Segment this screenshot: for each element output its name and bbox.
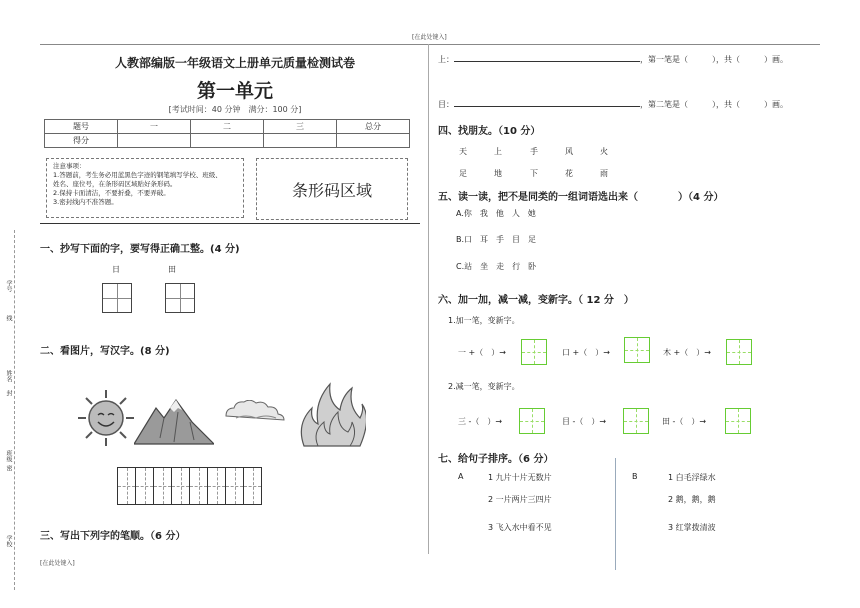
seal-line-margin bbox=[0, 220, 24, 600]
exam-info: [考试时间：40 分钟 满分：100 分] bbox=[168, 105, 302, 114]
row2-blank[interactable] bbox=[454, 106, 640, 107]
writing-cell[interactable] bbox=[189, 467, 208, 505]
match-word: 花 bbox=[565, 169, 573, 178]
notice-box bbox=[46, 158, 244, 218]
exam-title: 人教部编版一年级语文上册单元质量检测试卷 bbox=[114, 56, 355, 70]
sub-answer-grid[interactable] bbox=[519, 408, 545, 434]
notice-item: 2.保持卡面清洁，不要折叠，不要弄破。 bbox=[53, 189, 170, 197]
group-a-label: A bbox=[458, 472, 464, 481]
sentence-b2: 2 鹅，鹅，鹅 bbox=[668, 495, 716, 504]
section6-sub1: 1.加一笔，变新字。 bbox=[448, 316, 520, 325]
match-word: 火 bbox=[600, 147, 608, 156]
side-label-name: 姓名 bbox=[5, 370, 12, 382]
add-answer-grid[interactable] bbox=[521, 339, 547, 365]
section3-title: 三、写出下列字的笔顺。（6 分） bbox=[40, 531, 186, 542]
mountain-image bbox=[134, 398, 214, 446]
notice-item: 1.答题前，考生务必用蓝黑色字迹的钢笔填写学校、班级、 bbox=[53, 171, 222, 179]
match-word: 天 bbox=[459, 147, 467, 156]
sub-item-1: 三 -（ ）→ bbox=[458, 417, 503, 426]
copy-char-tian: 田 bbox=[168, 265, 176, 274]
score-input-cell[interactable] bbox=[191, 134, 264, 148]
section7-title: 七、给句子排序。（6 分） bbox=[438, 454, 554, 465]
option-a[interactable]: A.你 我 他 人 她 bbox=[456, 209, 536, 218]
footer-note: [在此处键入] bbox=[40, 560, 75, 567]
header-note: [在此处键入] bbox=[412, 34, 447, 41]
score-header-cell: 二 bbox=[191, 120, 264, 134]
writing-cell[interactable] bbox=[207, 467, 226, 505]
row2-question: ，第二笔是（ ），共（ ）画。 bbox=[640, 100, 788, 109]
sub-answer-grid[interactable] bbox=[623, 408, 649, 434]
notice-item: 3.密封线内不准答题。 bbox=[53, 198, 118, 206]
side-label-school: 学校 bbox=[5, 535, 12, 547]
group-divider bbox=[615, 458, 616, 570]
sub-item-3: 田 -（ ）→ bbox=[662, 417, 707, 426]
cloud-image bbox=[222, 400, 290, 422]
score-input-cell[interactable] bbox=[264, 134, 337, 148]
sentence-b3: 3 红掌拨清波 bbox=[668, 523, 716, 532]
writing-cell[interactable] bbox=[243, 467, 262, 505]
header-separator bbox=[40, 223, 420, 224]
score-header-cell: 总分 bbox=[337, 120, 410, 134]
writing-cell[interactable] bbox=[225, 467, 244, 505]
group-b-label: B bbox=[632, 472, 638, 481]
add-answer-grid[interactable] bbox=[624, 337, 650, 363]
notice-title: 注意事项： bbox=[53, 162, 86, 170]
writing-cell[interactable] bbox=[117, 467, 136, 505]
add-item-1: 一 +（ ）→ bbox=[458, 348, 506, 357]
answer-writing-grid[interactable] bbox=[117, 467, 261, 509]
add-item-3: 木 +（ ）→ bbox=[663, 348, 711, 357]
option-c[interactable]: C.站 坐 走 行 卧 bbox=[456, 262, 537, 271]
match-word: 下 bbox=[530, 169, 538, 178]
score-table bbox=[44, 119, 410, 148]
fire-image bbox=[296, 380, 366, 448]
row1-prefix: 上： bbox=[438, 55, 454, 64]
score-input-cell[interactable] bbox=[337, 134, 410, 148]
score-input-cell[interactable] bbox=[118, 134, 191, 148]
stroke-order-row-2 bbox=[438, 99, 788, 110]
match-word: 手 bbox=[530, 147, 538, 156]
sentence-a1: 1 九片十片无数片 bbox=[488, 473, 552, 482]
side-label-class: 班级 bbox=[5, 450, 12, 462]
sentence-b1: 1 白毛浮绿水 bbox=[668, 473, 716, 482]
unit-title: 第一单元 bbox=[196, 80, 273, 102]
match-word: 足 bbox=[459, 169, 467, 178]
writing-cell[interactable] bbox=[171, 467, 190, 505]
section2-title: 二、看图片，写汉字。(8 分) bbox=[40, 346, 170, 357]
notice-item: 姓名、座位号，在条形码区域贴好条形码。 bbox=[53, 180, 177, 188]
sentence-a2: 2 一片两片三四片 bbox=[488, 495, 552, 504]
match-word: 上 bbox=[494, 147, 502, 156]
match-word: 地 bbox=[494, 169, 502, 178]
score-header-cell: 一 bbox=[118, 120, 191, 134]
sub-item-2: 目 -（ ）→ bbox=[562, 417, 607, 426]
side-label-seal: 封 bbox=[5, 390, 12, 396]
score-header-cell: 题号 bbox=[45, 120, 118, 134]
row1-blank[interactable] bbox=[454, 61, 640, 62]
add-answer-grid[interactable] bbox=[726, 339, 752, 365]
column-divider bbox=[428, 44, 429, 554]
stroke-order-row-1 bbox=[438, 54, 788, 65]
writing-grid-tian[interactable] bbox=[165, 283, 195, 313]
row2-prefix: 目： bbox=[438, 100, 454, 109]
sun-image bbox=[76, 388, 136, 448]
sub-answer-grid[interactable] bbox=[725, 408, 751, 434]
section6-sub2: 2.减一笔，变新字。 bbox=[448, 382, 520, 391]
match-word: 雨 bbox=[600, 169, 608, 178]
copy-char-ri: 日 bbox=[112, 265, 120, 274]
writing-grid-ri[interactable] bbox=[102, 283, 132, 313]
add-item-2: 口 +（ ）→ bbox=[562, 348, 610, 357]
sentence-a3: 3 飞入水中看不见 bbox=[488, 523, 552, 532]
side-label-student-id: 学号 bbox=[5, 280, 12, 292]
score-row-label: 得分 bbox=[45, 134, 118, 148]
writing-cell[interactable] bbox=[153, 467, 172, 505]
side-label-secret: 密 bbox=[5, 465, 12, 471]
writing-cell[interactable] bbox=[135, 467, 154, 505]
section6-title: 六、加一加，减一减，变新字。（ 12 分 ） bbox=[438, 295, 634, 306]
side-label-line: 线 bbox=[5, 315, 12, 321]
seal-dashed-line bbox=[14, 230, 15, 590]
match-word: 风 bbox=[565, 147, 573, 156]
score-header-cell: 三 bbox=[264, 120, 337, 134]
option-b[interactable]: B.口 耳 手 目 足 bbox=[456, 235, 537, 244]
row1-question: ，第一笔是（ ），共（ ）画。 bbox=[640, 55, 788, 64]
section4-title: 四、找朋友。（10 分） bbox=[438, 126, 541, 137]
section1-title: 一、抄写下面的字，要写得正确工整。(4 分) bbox=[40, 244, 240, 255]
barcode-area: 条形码区域 bbox=[256, 158, 408, 220]
section5-title: 五、读一读，把不是同类的一组词语选出来（ ）（4 分） bbox=[438, 192, 724, 203]
header-rule bbox=[40, 44, 820, 45]
